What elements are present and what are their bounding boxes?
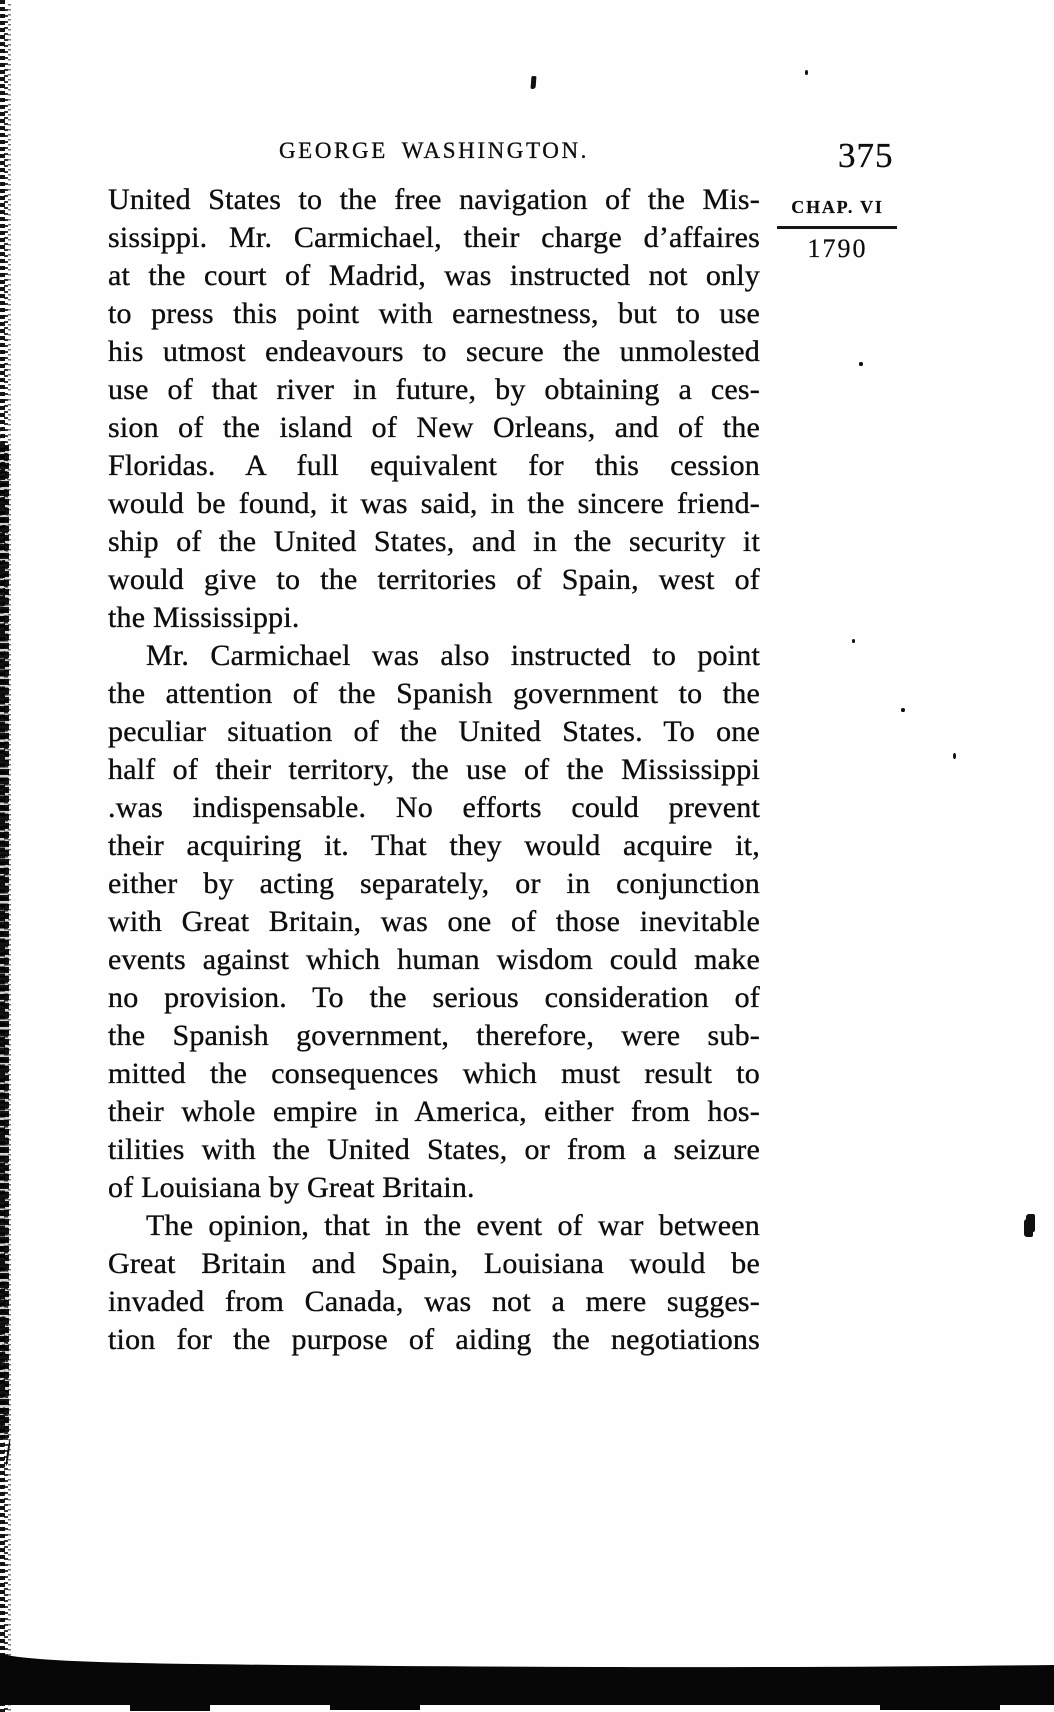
text-line: the attention of the Spanish government to the: [108, 677, 760, 710]
text-line: ship of the United States, and in the security it: [108, 525, 760, 558]
text-line: mitted the consequences which must result to: [108, 1057, 760, 1090]
text-line: of Louisiana by Great Britain.: [108, 1171, 475, 1204]
running-header: GEORGE WASHINGTON.: [278, 138, 590, 163]
scan-bottom-band: [0, 1650, 1054, 1712]
scan-speck: [953, 753, 956, 759]
text-line: United States to the free navigation of the Mis-: [108, 183, 760, 216]
text-line: the Mississippi.: [108, 601, 300, 634]
text-line: tion for the purpose of aiding the negotiations: [108, 1323, 760, 1356]
text-line: peculiar situation of the United States. To one: [108, 715, 760, 748]
text-line: events against which human wisdom could make: [108, 943, 760, 976]
page-number: 375: [838, 136, 894, 175]
margin-note-rule: [777, 226, 897, 229]
text-line: Mr. Carmichael was also instructed to point: [146, 639, 760, 672]
text-line: half of their territory, the use of the Mississippi: [108, 753, 760, 786]
margin-note-year: 1790: [807, 234, 868, 263]
margin-note-chapter: CHAP. VI: [791, 197, 884, 217]
scan-speck: [901, 708, 905, 712]
text-line: their acquiring it. That they would acquire it,: [108, 829, 760, 862]
text-line: no provision. To the serious consideration of: [108, 981, 760, 1014]
text-line: Floridas. A full equivalent for this cession: [108, 449, 760, 482]
text-line: with Great Britain, was one of those inevitable: [108, 905, 760, 938]
text-line: either by acting separately, or in conjunction: [108, 867, 760, 900]
scan-speck: [859, 362, 863, 366]
text-line: .was indispensable. No efforts could prevent: [108, 791, 760, 824]
text-line: invaded from Canada, was not a mere sugges-: [108, 1285, 760, 1318]
text-line: tilities with the United States, or from a seizure: [108, 1133, 760, 1166]
scan-speck: [531, 76, 537, 89]
text-line: would be found, it was said, in the sincere friend-: [108, 487, 760, 520]
scan-speck: [852, 639, 855, 643]
body-text: [108, 181, 760, 1359]
text-line: to press this point with earnestness, but to use: [108, 297, 760, 330]
text-line: the Spanish government, therefore, were sub-: [108, 1019, 760, 1052]
text-line: their whole empire in America, either from hos-: [108, 1095, 760, 1128]
scan-speck: [805, 70, 808, 75]
text-line: The opinion, that in the event of war between: [146, 1209, 760, 1242]
text-line: his utmost endeavours to secure the unmolested: [108, 335, 760, 368]
text-line: sissippi. Mr. Carmichael, their charge d’affaires: [108, 221, 760, 254]
text-line: Great Britain and Spain, Louisiana would be: [108, 1247, 760, 1280]
text-line: use of that river in future, by obtaining a ces-: [108, 373, 760, 406]
text-line: would give to the territories of Spain, west of: [108, 563, 760, 596]
text-line: sion of the island of New Orleans, and of the: [108, 411, 760, 444]
text-line: at the court of Madrid, was instructed not only: [108, 259, 760, 292]
scan-speck: [1026, 1214, 1035, 1232]
